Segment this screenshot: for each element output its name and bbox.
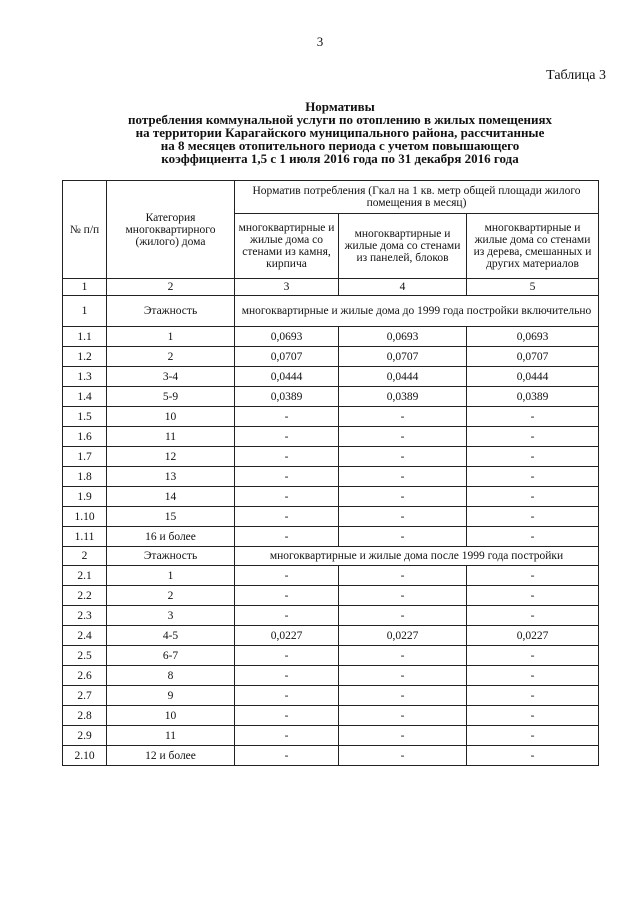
row-wood-value: - (467, 566, 599, 586)
row-num-cell: 1.3 (63, 367, 107, 387)
column-number-cell: 4 (339, 279, 467, 296)
row-num-cell: 1.8 (63, 467, 107, 487)
row-panel-value: - (339, 447, 467, 467)
header-row-1 (63, 181, 599, 214)
row-stone-value: 0,0693 (235, 327, 339, 347)
row-num-cell: 2.4 (63, 626, 107, 646)
section-1-description: многоквартирные и жилые дома до 1999 года постройки включительно (235, 296, 599, 327)
table-row (63, 726, 599, 746)
section-1-category: Этажность (107, 296, 235, 327)
row-floors-cell: 4-5 (107, 626, 235, 646)
column-number-cell: 1 (63, 279, 107, 296)
row-stone-value: - (235, 507, 339, 527)
table-row (63, 706, 599, 726)
section-2-description: многоквартирные и жилые дома после 1999 года постройки (235, 547, 599, 566)
header-panel-cell: многоквартирные и жилые дома со стенами из панелей, блоков (339, 214, 467, 279)
row-floors-cell: 11 (107, 726, 235, 746)
column-number-cell: 3 (235, 279, 339, 296)
table-row (63, 327, 599, 347)
row-panel-value: 0,0707 (339, 347, 467, 367)
row-wood-value: - (467, 686, 599, 706)
row-panel-value: 0,0227 (339, 626, 467, 646)
row-stone-value: - (235, 407, 339, 427)
row-floors-cell: 1 (107, 566, 235, 586)
row-num-cell: 1.7 (63, 447, 107, 467)
table-row (63, 447, 599, 467)
table-row (63, 387, 599, 407)
row-floors-cell: 8 (107, 666, 235, 686)
document-title (60, 100, 620, 165)
row-wood-value: 0,0444 (467, 367, 599, 387)
row-stone-value: 0,0227 (235, 626, 339, 646)
row-stone-value: - (235, 447, 339, 467)
section-2-header-row (63, 547, 599, 566)
row-panel-value: - (339, 686, 467, 706)
header-num-cell: № п/п (63, 181, 107, 279)
row-stone-value: 0,0389 (235, 387, 339, 407)
table-row (63, 507, 599, 527)
row-panel-value: - (339, 706, 467, 726)
row-num-cell: 1.10 (63, 507, 107, 527)
row-num-cell: 2.6 (63, 666, 107, 686)
row-num-cell: 2.7 (63, 686, 107, 706)
row-wood-value: - (467, 427, 599, 447)
row-floors-cell: 10 (107, 407, 235, 427)
row-stone-value: - (235, 686, 339, 706)
row-num-cell: 2.3 (63, 606, 107, 626)
row-wood-value: - (467, 467, 599, 487)
row-num-cell: 2.8 (63, 706, 107, 726)
row-num-cell: 1.1 (63, 327, 107, 347)
row-wood-value: - (467, 646, 599, 666)
table-row (63, 487, 599, 507)
section-1-header-row (63, 296, 599, 327)
row-wood-value: - (467, 487, 599, 507)
row-wood-value: 0,0707 (467, 347, 599, 367)
row-wood-value: - (467, 586, 599, 606)
norms-table (62, 180, 599, 766)
row-wood-value: - (467, 746, 599, 766)
row-panel-value: - (339, 566, 467, 586)
row-panel-value: - (339, 606, 467, 626)
row-stone-value: - (235, 666, 339, 686)
row-num-cell: 1.5 (63, 407, 107, 427)
row-stone-value: - (235, 467, 339, 487)
row-wood-value: - (467, 706, 599, 726)
row-panel-value: - (339, 527, 467, 547)
row-wood-value: 0,0693 (467, 327, 599, 347)
table-row (63, 407, 599, 427)
row-floors-cell: 6-7 (107, 646, 235, 666)
table-row (63, 746, 599, 766)
row-panel-value: 0,0444 (339, 367, 467, 387)
row-floors-cell: 2 (107, 586, 235, 606)
row-stone-value: - (235, 746, 339, 766)
column-number-row (63, 279, 599, 296)
row-floors-cell: 3 (107, 606, 235, 626)
row-num-cell: 1.4 (63, 387, 107, 407)
row-num-cell: 2.9 (63, 726, 107, 746)
row-stone-value: - (235, 606, 339, 626)
row-wood-value: - (467, 666, 599, 686)
row-num-cell: 2.2 (63, 586, 107, 606)
section-2-num: 2 (63, 547, 107, 566)
row-num-cell: 2.10 (63, 746, 107, 766)
row-panel-value: - (339, 427, 467, 447)
header-norm-group-cell: Норматив потребления (Гкал на 1 кв. метр общей площади жилого помещения в месяц) (235, 181, 599, 214)
row-floors-cell: 3-4 (107, 367, 235, 387)
row-floors-cell: 13 (107, 467, 235, 487)
row-panel-value: - (339, 407, 467, 427)
row-floors-cell: 15 (107, 507, 235, 527)
row-num-cell: 1.6 (63, 427, 107, 447)
row-floors-cell: 12 (107, 447, 235, 467)
row-floors-cell: 11 (107, 427, 235, 447)
row-panel-value: - (339, 586, 467, 606)
row-panel-value: - (339, 726, 467, 746)
row-num-cell: 2.1 (63, 566, 107, 586)
row-num-cell: 1.9 (63, 487, 107, 507)
table-row (63, 606, 599, 626)
table-row (63, 646, 599, 666)
column-number-cell: 2 (107, 279, 235, 296)
table-row (63, 566, 599, 586)
row-panel-value: - (339, 507, 467, 527)
row-stone-value: 0,0444 (235, 367, 339, 387)
row-wood-value: - (467, 606, 599, 626)
table-row (63, 427, 599, 447)
section-2-category: Этажность (107, 547, 235, 566)
header-stone-cell: многоквартирные и жилые дома со стенами из камня, кирпича (235, 214, 339, 279)
row-num-cell: 1.11 (63, 527, 107, 547)
title-line-1: Нормативы (305, 99, 375, 114)
table-row (63, 666, 599, 686)
table-label: Таблица 3 (546, 68, 606, 83)
row-stone-value: - (235, 427, 339, 447)
table-row (63, 467, 599, 487)
row-floors-cell: 2 (107, 347, 235, 367)
row-stone-value: - (235, 646, 339, 666)
table-row (63, 367, 599, 387)
row-wood-value: - (467, 527, 599, 547)
table-row (63, 527, 599, 547)
row-wood-value: - (467, 507, 599, 527)
row-stone-value: 0,0707 (235, 347, 339, 367)
table-row (63, 626, 599, 646)
row-stone-value: - (235, 706, 339, 726)
row-panel-value: - (339, 467, 467, 487)
header-wood-cell: многоквартирные и жилые дома со стенами из дерева, смешанных и других материалов (467, 214, 599, 279)
row-panel-value: - (339, 666, 467, 686)
table-row (63, 347, 599, 367)
row-wood-value: - (467, 407, 599, 427)
row-floors-cell: 16 и более (107, 527, 235, 547)
row-floors-cell: 12 и более (107, 746, 235, 766)
row-floors-cell: 1 (107, 327, 235, 347)
row-floors-cell: 10 (107, 706, 235, 726)
row-num-cell: 1.2 (63, 347, 107, 367)
row-wood-value: 0,0227 (467, 626, 599, 646)
row-wood-value: - (467, 447, 599, 467)
row-stone-value: - (235, 527, 339, 547)
row-panel-value: - (339, 646, 467, 666)
row-stone-value: - (235, 566, 339, 586)
row-floors-cell: 5-9 (107, 387, 235, 407)
row-panel-value: - (339, 746, 467, 766)
header-category-cell: Категория многоквартирного (жилого) дома (107, 181, 235, 279)
row-num-cell: 2.5 (63, 646, 107, 666)
row-floors-cell: 9 (107, 686, 235, 706)
table-row (63, 686, 599, 706)
row-stone-value: - (235, 586, 339, 606)
section-1-num: 1 (63, 296, 107, 327)
table-row (63, 586, 599, 606)
row-wood-value: 0,0389 (467, 387, 599, 407)
column-number-cell: 5 (467, 279, 599, 296)
page-number: 3 (316, 34, 324, 49)
row-wood-value: - (467, 726, 599, 746)
row-stone-value: - (235, 726, 339, 746)
title-line-5: коэффициента 1,5 с 1 июля 2016 года по 31 декабря 2016 года (161, 151, 519, 166)
row-panel-value: - (339, 487, 467, 507)
row-floors-cell: 14 (107, 487, 235, 507)
row-panel-value: 0,0693 (339, 327, 467, 347)
row-stone-value: - (235, 487, 339, 507)
row-panel-value: 0,0389 (339, 387, 467, 407)
title-line-4: на 8 месяцев отопительного периода с учетом повышающего (160, 138, 520, 153)
title-line-2: потребления коммунальной услуги по отоплению в жилых помещениях (128, 112, 552, 127)
title-line-3: на территории Карагайского муниципального района, рассчитанные (135, 125, 545, 140)
